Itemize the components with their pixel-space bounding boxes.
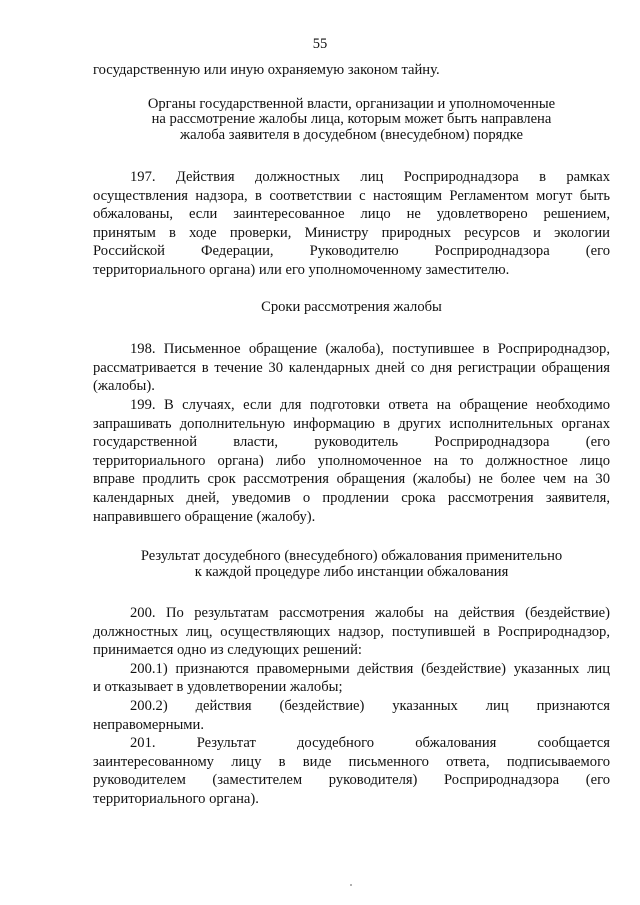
paragraph-line: территориального органа). (93, 791, 259, 808)
paragraph-line: должностных лиц, осуществляющих надзор, поступившей в Росприроднадзор, (93, 623, 610, 640)
heading-line: к каждой процедуре либо инстанции обжалования (194, 563, 509, 580)
paragraph-line: 198. Письменное обращение (жалоба), поступившее в Росприроднадзор, (130, 341, 610, 358)
paragraph-line: 197. Действия должностных лиц Росприроднадзора в рамках (130, 169, 610, 186)
paragraph-line: направившего обращение (жалобу). (93, 508, 316, 525)
paragraph-line: 199. В случаях, если для подготовки ответа на обращение необходимо (130, 396, 610, 413)
paragraph-line: осуществления надзора, в соответствии с настоящим Регламентом могут быть (93, 187, 610, 204)
paragraph-line: государственной власти, руководитель Росприроднадзора (его (93, 434, 610, 451)
paragraph-line: календарных дней, уведомив о продлении срока рассмотрения заявителя, (93, 489, 610, 506)
section-heading-terms (93, 300, 610, 316)
paragraph-line: и отказывает в удовлетворении жалобы; (93, 679, 343, 696)
paragraph-200-2 (93, 697, 610, 734)
paragraph-201 (93, 734, 610, 808)
paragraph-line: обжалованы, если заинтересованное лицо не удовлетворено решением, (93, 206, 610, 223)
heading-line: Результат досудебного (внесудебного) обжалования применительно (140, 548, 563, 565)
section-heading-authorities (93, 97, 610, 144)
heading-line: Сроки рассмотрения жалобы (261, 298, 442, 315)
document-body (93, 61, 610, 809)
paragraph-line: принимается одно из следующих решений: (93, 642, 362, 659)
paragraph-line: территориального органа) либо уполномоченное на то должностное лицо (93, 452, 610, 469)
paragraph-line: руководителем (заместителем руководителя) Росприроднадзора (его (93, 772, 610, 789)
paragraph-line: 201. Результат досудебного обжалования сообщается (130, 735, 610, 752)
paragraph-line: 200. По результатам рассмотрения жалобы на действия (бездействие) (130, 605, 610, 622)
paragraph-line: 200.2) действия (бездействие) указанных лиц признаются (130, 698, 610, 715)
paragraph-198 (93, 340, 610, 396)
paragraph-line: вправе продлить срок рассмотрения обращения (жалобы) не более чем на 30 (93, 471, 610, 488)
page-number: 55 (312, 36, 328, 52)
paragraph-line: неправомерными. (93, 716, 204, 733)
paragraph-line: территориального органа) или его уполномоченному заместителю. (93, 262, 510, 279)
paragraph-line: 200.1) признаются правомерными действия (бездействие) указанных лиц (130, 660, 610, 677)
heading-line: жалоба заявителя в досудебном (внесудебном) порядке (179, 126, 523, 143)
paragraph-197 (93, 168, 610, 280)
paragraph-line: Российской Федерации, Руководителю Росприроднадзора (его (93, 243, 610, 260)
paragraph-line: рассматривается в течение 30 календарных дней со дня регистрации обращения (93, 359, 610, 376)
paragraph-line: запрашивать дополнительную информацию в других исполнительных органах (93, 415, 610, 432)
paragraph-200 (93, 604, 610, 660)
paragraph-line: заинтересованному лицу в виде письменного ответа, подписываемого (93, 753, 610, 770)
paragraph-line: (жалобы). (93, 378, 155, 395)
paragraph-200-1 (93, 660, 610, 697)
section-heading-result (93, 549, 610, 580)
paragraph-line: принятым в ходе проверки, Министру природных ресурсов и экологии (93, 224, 610, 241)
carry-over-line: государственную или иную охраняемую законом тайну. (93, 62, 440, 78)
scan-speck (350, 884, 352, 886)
paragraph-199 (93, 396, 610, 526)
heading-line: на рассмотрение жалобы лица, которым может быть направлена (151, 111, 552, 128)
heading-line: Органы государственной власти, организации и уполномоченные (147, 95, 556, 112)
